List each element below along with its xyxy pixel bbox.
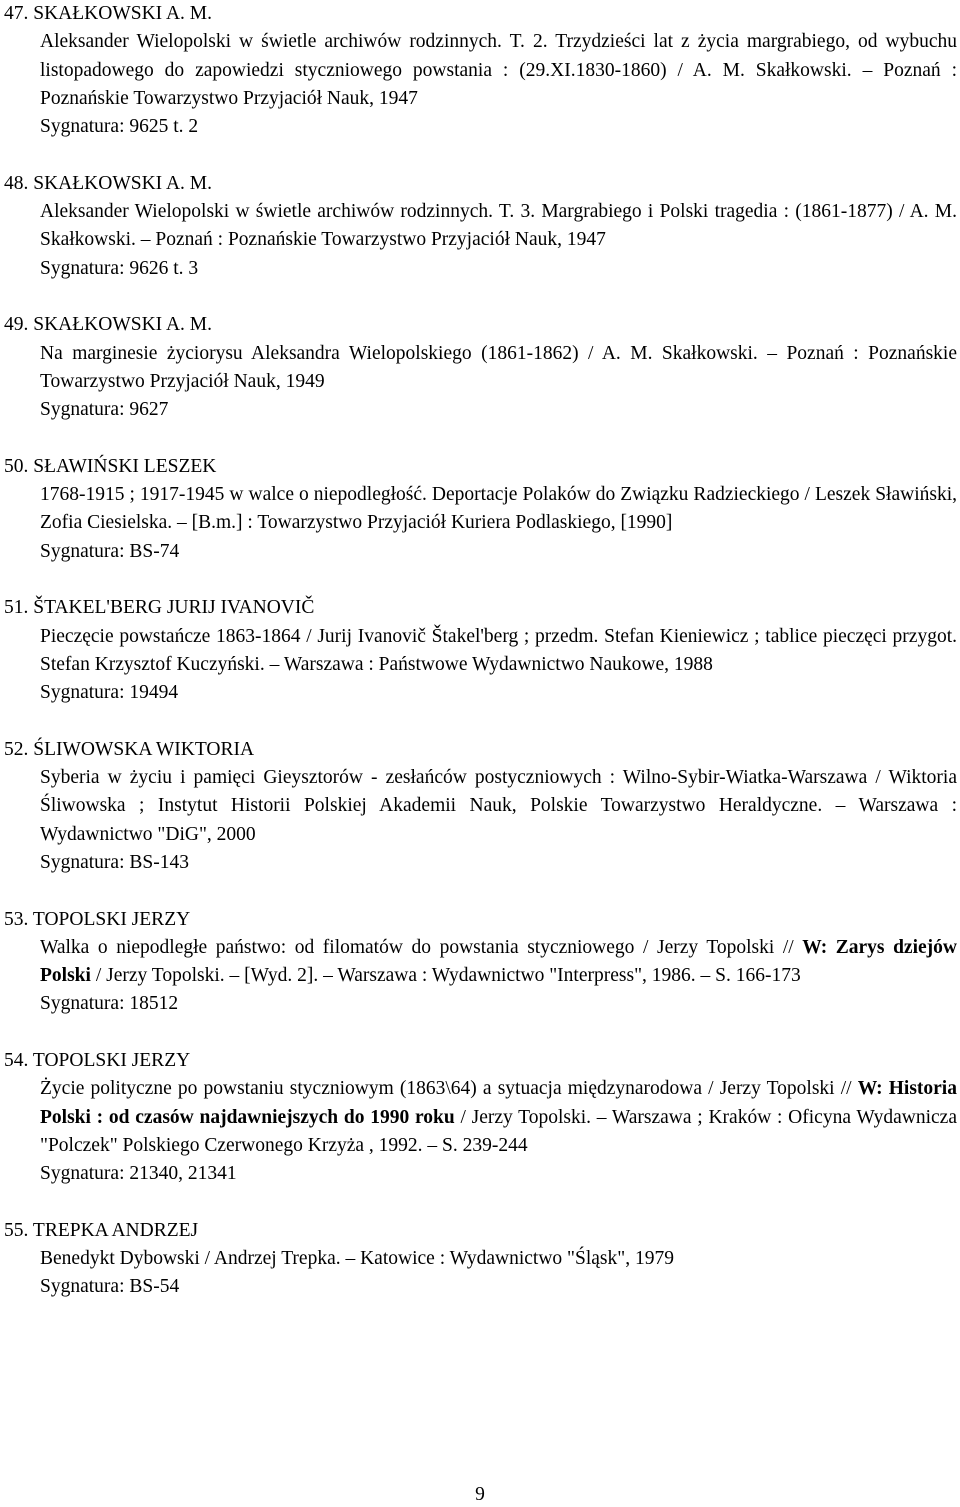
- entry-author: SKAŁKOWSKI A. M.: [33, 3, 213, 24]
- entry-text: Aleksander Wielopolski w świetle archiwów rodzinnych. T. 3. Margrabiego i Polski tragedia : (1861-1877) / A. M. Skałkowski. – Poznań : Poznańskie Towarzystwo Przyjaciół Nauk, 1947: [40, 201, 957, 251]
- entry-signature: Sygnatura: 21340, 21341: [40, 1163, 237, 1185]
- bibliography-entry: [0, 1217, 960, 1302]
- entry-source-title: W: Historia Polski : od czasów najdawniejszych do 1990 roku: [40, 1078, 957, 1128]
- entry-number: 49.: [4, 314, 29, 336]
- entry-description: [0, 1245, 960, 1273]
- entry-author: SKAŁKOWSKI A. M.: [33, 314, 213, 336]
- entry-author: TOPOLSKI JERZY: [32, 908, 191, 930]
- entry-description: [0, 28, 960, 113]
- entry-description: [0, 340, 960, 397]
- entry-text: Na marginesie życiorysu Aleksandra Wielopolskiego (1861-1862) / A. M. Skałkowski. – Poznań : Poznańskie Towarzystwo Przyjaciół Nauk, 1949: [40, 342, 957, 392]
- entry-text: Aleksander Wielopolski w świetle archiwów rodzinnych. T. 2. Trzydzieści lat z życia margrabiego, od wybuchu listopadowego do zapowiedzi styczniowego powstania : (29.XI.1830-1860) / A. M. Skałkowski. – Poznań : Poznańskie Towarzystwo Przyjaciół Nauk, 1947: [40, 31, 957, 109]
- entry-author: SKAŁKOWSKI A. M.: [33, 172, 213, 194]
- entry-number: 51.: [4, 597, 29, 619]
- bibliography-entry: [0, 594, 960, 707]
- entry-number: 53.: [4, 908, 29, 930]
- bibliography-entry: [0, 1047, 960, 1188]
- entry-heading: [0, 736, 960, 764]
- entry-text: Benedykt Dybowski / Andrzej Trepka. – Katowice : Wydawnictwo "Śląsk", 1979: [40, 1248, 674, 1270]
- entry-signature: Sygnatura: 9627: [40, 399, 169, 421]
- entry-heading: [0, 170, 960, 198]
- entry-heading: [0, 594, 960, 622]
- bibliography-entry: [0, 453, 960, 566]
- bibliography-entry: [0, 0, 960, 141]
- entry-text: / Jerzy Topolski. – [Wyd. 2]. – Warszawa : Wydawnictwo "Interpress", 1986. – S. 166-173: [90, 965, 801, 987]
- entry-text: Walka o niepodległe państwo: od filomatów do powstania styczniowego / Jerzy Topolski //: [40, 936, 803, 958]
- entry-signature: Sygnatura: BS-143: [40, 851, 189, 873]
- entry-text: / Jerzy Topolski. – Warszawa ; Kraków : Oficyna Wydawnicza "Polczek" Polskiego Czerwonego Krzyża , 1992. – S. 239-244: [40, 1106, 957, 1156]
- entry-number: 48.: [4, 172, 29, 194]
- entry-description: [0, 1075, 960, 1160]
- entry-author: ŠTAKEL'BERG JURIJ IVANOVIČ: [33, 597, 315, 619]
- entry-number: 50.: [4, 455, 29, 477]
- entry-signature: Sygnatura: BS-74: [40, 540, 180, 562]
- bibliography-entry: [0, 906, 960, 1019]
- entry-signature: Sygnatura: 19494: [40, 682, 179, 704]
- entry-heading: [0, 1047, 960, 1075]
- entry-author: ŚLIWOWSKA WIKTORIA: [33, 738, 255, 760]
- bibliography-entry: [0, 736, 960, 877]
- entry-signature: Sygnatura: 9625 t. 2: [40, 116, 199, 138]
- bibliography-entry: [0, 170, 960, 283]
- page-number: 9: [475, 1484, 485, 1505]
- entry-text: Syberia w życiu i pamięci Gieysztorów - zesłańców postyczniowych : Wilno-Sybir-Wiatka-Warszawa / Wiktoria Śliwowska ; Instytut Historii Polskiej Akademii Nauk, Polskie Towarzystwo Heraldyczne. – Warszawa : Wydawnictwo "DiG", 2000: [40, 767, 957, 845]
- entry-author: TOPOLSKI JERZY: [32, 1049, 191, 1071]
- entry-text: Pieczęcie powstańcze 1863-1864 / Jurij Ivanovič Štakel'berg ; przedm. Stefan Kieniewicz ; tablice pieczęci przygot. Stefan Krzysztof Kuczyński. – Warszawa : Państwowe Wydawnictwo Naukowe, 1988: [40, 625, 957, 675]
- entry-number: 52.: [4, 738, 29, 760]
- entry-description: [0, 198, 960, 255]
- entry-heading: [0, 453, 960, 481]
- entry-heading: [0, 311, 960, 339]
- entry-heading: [0, 0, 960, 28]
- entry-heading: [0, 1217, 960, 1245]
- entry-number: 47.: [4, 3, 29, 24]
- entry-text: Życie polityczne po powstaniu styczniowym (1863\64) a sytuacja międzynarodowa / Jerzy Topolski //: [40, 1078, 858, 1100]
- entry-heading: [0, 906, 960, 934]
- entry-description: [0, 764, 960, 849]
- entry-text: 1768-1915 ; 1917-1945 w walce o niepodległość. Deportacje Polaków do Związku Radzieckiego / Leszek Sławiński, Zofia Ciesielska. – [B.m.] : Towarzystwo Przyjaciół Kuriera Podlaskiego, [1990]: [40, 484, 957, 534]
- entry-signature: Sygnatura: 9626 t. 3: [40, 257, 199, 279]
- entry-description: [0, 481, 960, 538]
- entry-number: 55.: [4, 1219, 29, 1241]
- entry-signature: Sygnatura: 18512: [40, 993, 179, 1015]
- entry-signature: Sygnatura: BS-54: [40, 1276, 180, 1298]
- entry-author: SŁAWIŃSKI LESZEK: [33, 455, 217, 477]
- entry-description: [0, 934, 960, 991]
- entry-author: TREPKA ANDRZEJ: [32, 1219, 199, 1241]
- entry-description: [0, 623, 960, 680]
- entry-number: 54.: [4, 1049, 29, 1071]
- entry-source-title: W: Zarys dziejów Polski: [40, 936, 957, 987]
- bibliography-entry: [0, 311, 960, 424]
